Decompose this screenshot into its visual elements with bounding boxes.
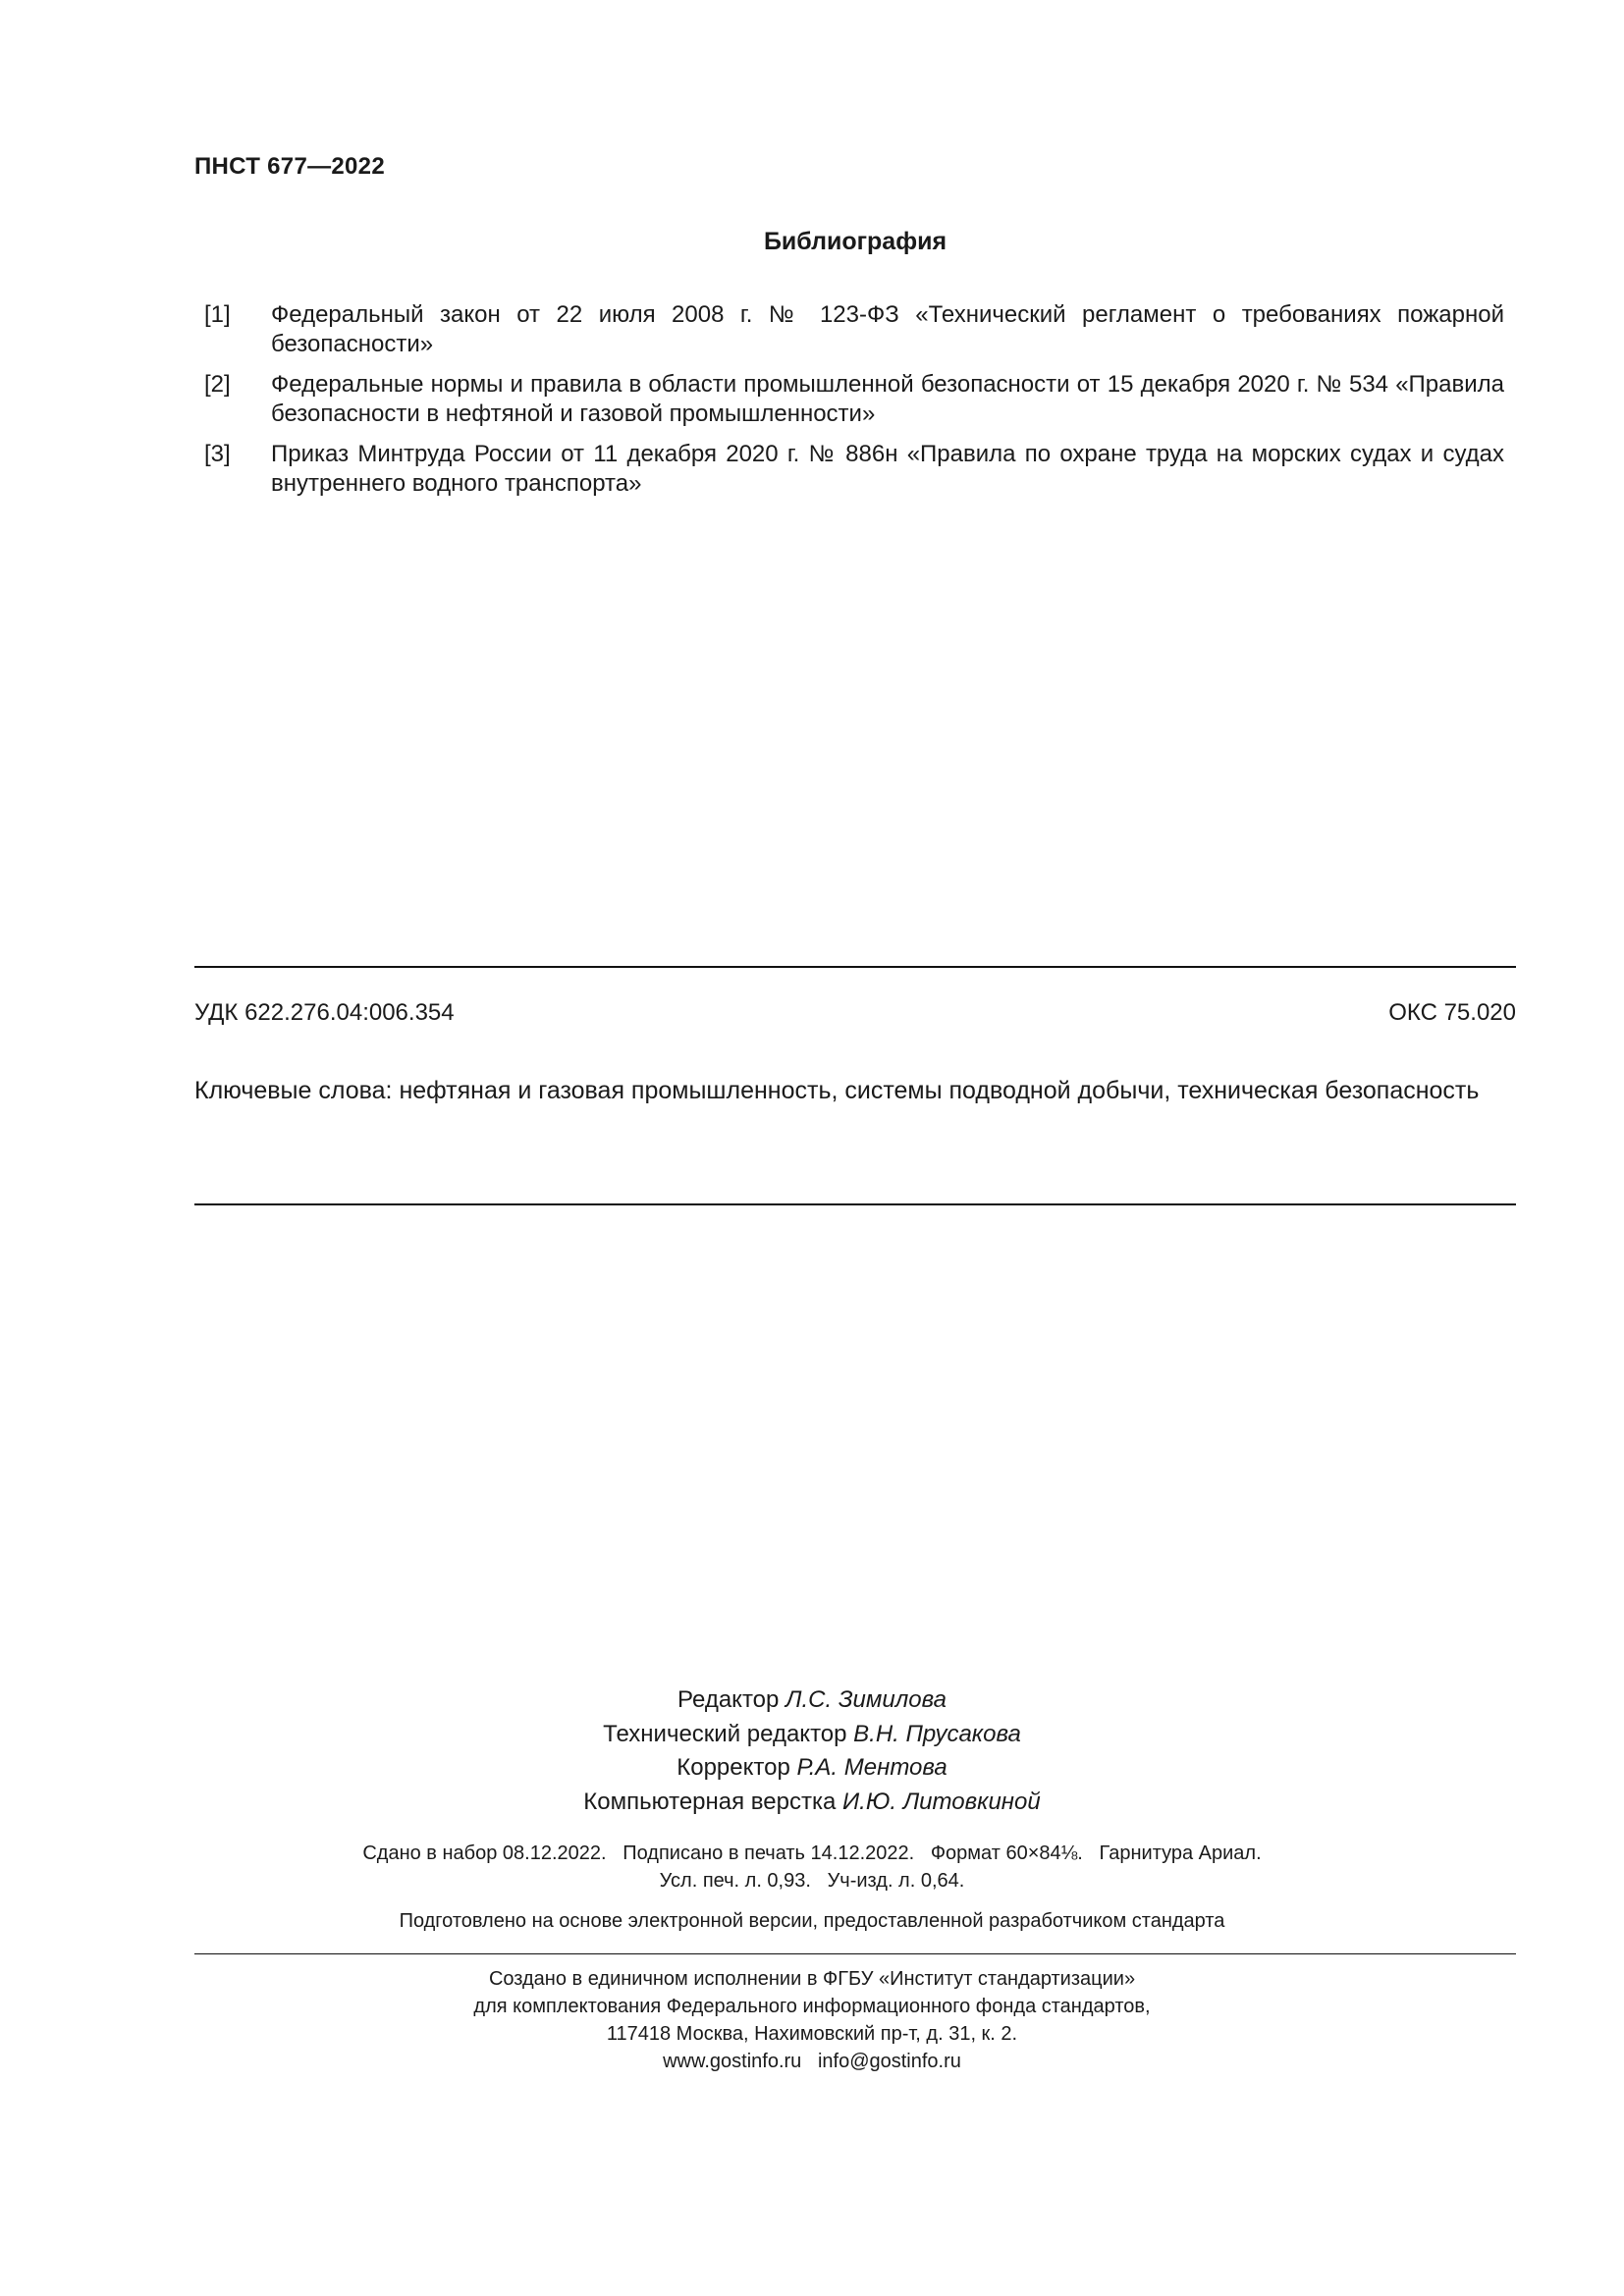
credit-label: Технический редактор bbox=[603, 1720, 847, 1747]
keywords: Ключевые слова: нефтяная и газовая промышленность, системы подводной добычи, техническая безопасность bbox=[194, 1077, 1480, 1104]
bibliography-item-number: [1] bbox=[204, 301, 231, 328]
print-info-line: Сдано в набор 08.12.2022. Подписано в печать 14.12.2022. Формат 60×84⅛. Гарнитура Ариал. bbox=[362, 1842, 1262, 1864]
oks-code: ОКС 75.020 bbox=[1388, 999, 1516, 1026]
divider bbox=[194, 1953, 1516, 1954]
footer-line: Создано в единичном исполнении в ФГБУ «Институт стандартизации» bbox=[488, 1968, 1136, 1990]
bibliography-list bbox=[194, 300, 1504, 509]
bibliography-item bbox=[194, 370, 1504, 429]
credit-tech-editor bbox=[0, 1718, 1624, 1752]
udk-code: УДК 622.276.04:006.354 bbox=[194, 999, 455, 1026]
footer-line: 117418 Москва, Нахимовский пр-т, д. 31, к. 2. bbox=[606, 2023, 1018, 2045]
footer-line: для комплектования Федерального информационного фонда стандартов, bbox=[473, 1996, 1151, 2017]
divider bbox=[194, 1203, 1516, 1205]
print-info-line: Усл. печ. л. 0,93. Уч-изд. л. 0,64. bbox=[659, 1870, 965, 1892]
credit-name: И.Ю. Литовкиной bbox=[842, 1788, 1041, 1815]
bibliography-title: Библиография bbox=[763, 228, 947, 255]
credit-corrector bbox=[0, 1751, 1624, 1786]
bibliography-item-text: Федеральные нормы и правила в области промышленной безопасности от 15 декабря 2020 г. № 534 «Правила безопасности в нефтяной и газовой промышленности» bbox=[271, 371, 1504, 427]
footer-contacts: www.gostinfo.ru info@gostinfo.ru bbox=[663, 2051, 961, 2072]
credit-layout bbox=[0, 1786, 1624, 1820]
publisher-footer bbox=[0, 1965, 1624, 2075]
prepared-note: Подготовлено на основе электронной версии, предоставленной разработчиком стандарта bbox=[399, 1910, 1225, 1932]
divider bbox=[194, 966, 1516, 968]
document-id: ПНСТ 677—2022 bbox=[194, 153, 385, 180]
credit-label: Компьютерная верстка bbox=[583, 1788, 837, 1815]
bibliography-item-number: [3] bbox=[204, 441, 231, 467]
bibliography-item-number: [2] bbox=[204, 371, 231, 398]
bibliography-item-text: Приказ Минтруда России от 11 декабря 2020 г. № 886н «Правила по охране труда на морских судах и судах внутреннего водного транспорта» bbox=[271, 441, 1504, 497]
credit-editor bbox=[0, 1683, 1624, 1718]
bibliography-item bbox=[194, 440, 1504, 499]
credits-block bbox=[0, 1683, 1624, 1819]
credit-label: Корректор bbox=[677, 1754, 790, 1781]
bibliography-item-text: Федеральный закон от 22 июля 2008 г. № 123-ФЗ «Технический регламент о требованиях пожарной безопасности» bbox=[271, 301, 1504, 357]
print-info bbox=[0, 1840, 1624, 1895]
bibliography-item bbox=[194, 300, 1504, 359]
credit-label: Редактор bbox=[677, 1686, 780, 1713]
credit-name: Р.А. Ментова bbox=[796, 1754, 947, 1781]
credit-name: Л.С. Зимилова bbox=[785, 1686, 947, 1713]
credit-name: В.Н. Прусакова bbox=[853, 1720, 1021, 1747]
